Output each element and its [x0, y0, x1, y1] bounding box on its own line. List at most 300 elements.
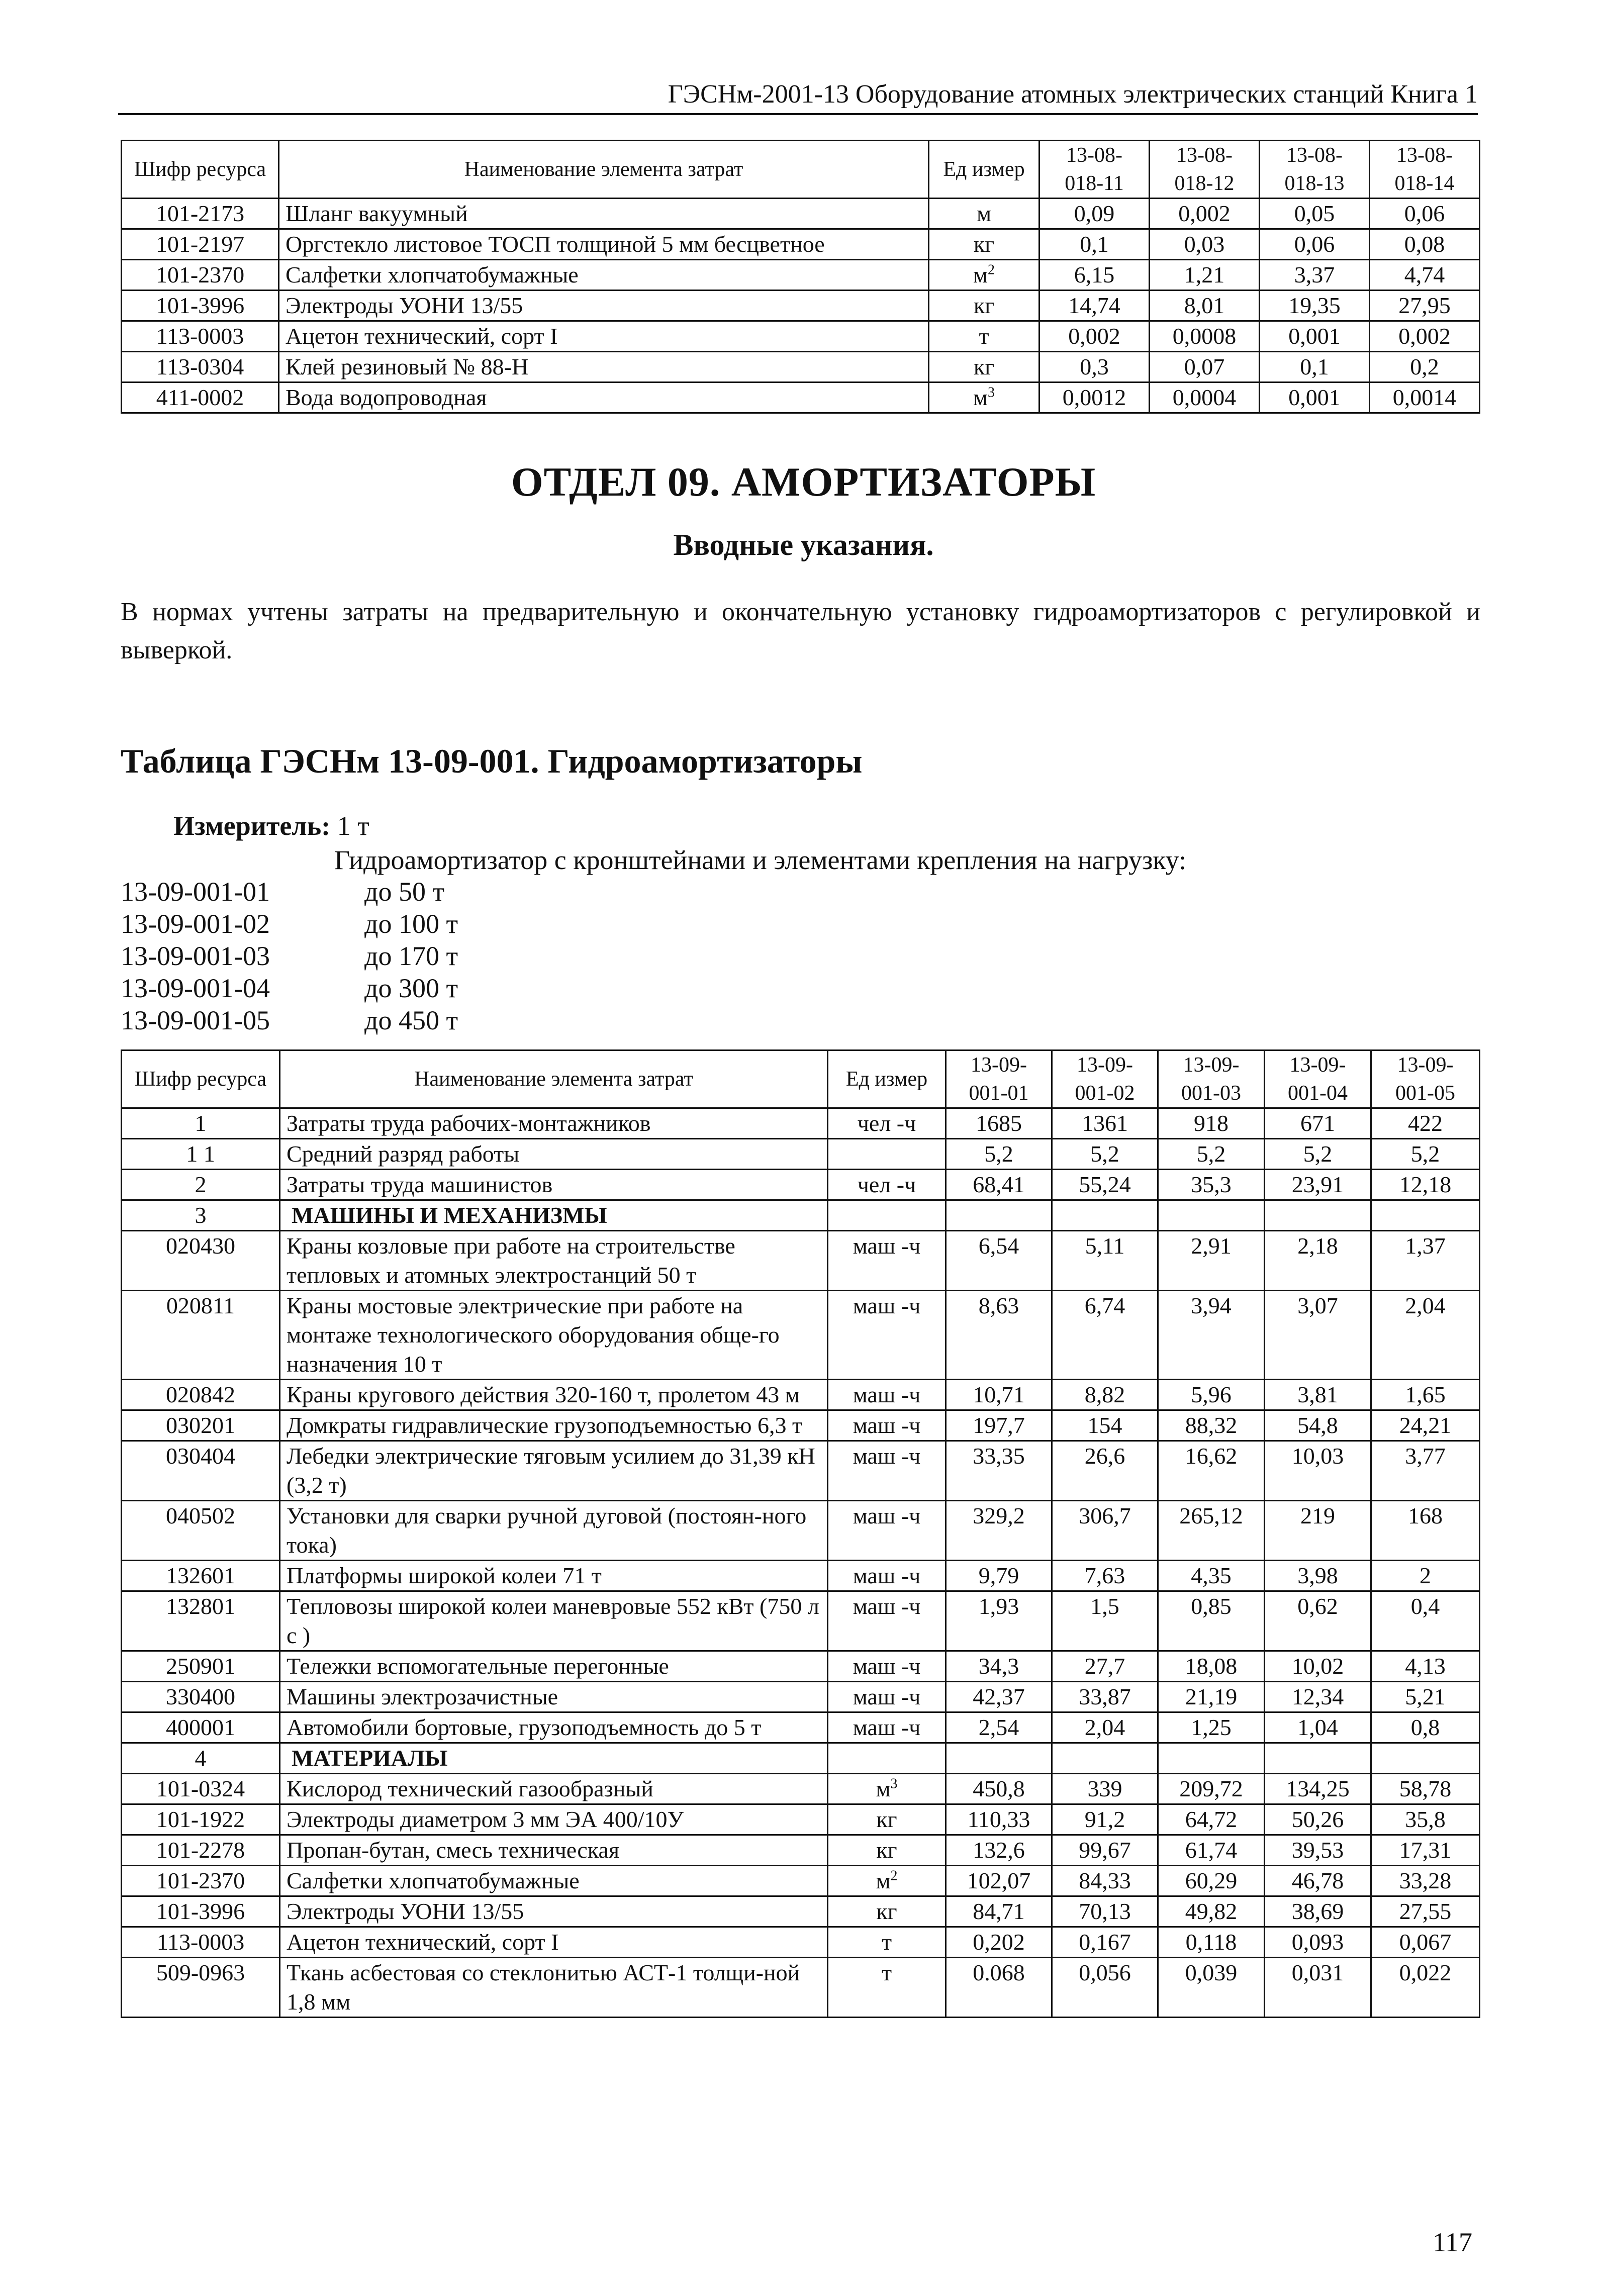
unit-of-measure	[828, 1774, 946, 1804]
norm-value: 10,71	[946, 1380, 1052, 1410]
norm-value: 54,8	[1265, 1410, 1371, 1441]
norm-value: 0,1	[1260, 352, 1370, 382]
norm-value: 8,82	[1052, 1380, 1158, 1410]
cost-element-name: Ацетон технический, сорт I	[279, 321, 929, 352]
resource-code: 113-0003	[122, 1927, 280, 1958]
norm-code: 13-09-001-05	[121, 1005, 270, 1035]
unit-text: маш -ч	[853, 1684, 921, 1709]
cost-element-name: Краны козловые при работе на строительстве тепловых и атомных электростанций 50 т	[280, 1231, 828, 1291]
norm-value: 6,15	[1039, 260, 1150, 291]
norm-value: 64,72	[1158, 1804, 1265, 1835]
resource-table-13-09-001	[121, 1049, 1480, 2018]
intro-paragraph: В нормах учтены затраты на предварительную и окончательную установку гидроамортизаторов с регулировкой и выверкой.	[121, 598, 1480, 664]
resource-code: 101-2173	[122, 199, 279, 229]
column-header: 13-08- 018-11	[1039, 141, 1150, 199]
unit-of-measure	[828, 1410, 946, 1441]
norm-value: 2,04	[1371, 1291, 1480, 1380]
unit-text: маш -ч	[853, 1653, 921, 1679]
unit-of-measure	[828, 1291, 946, 1380]
norm-value: 0,022	[1371, 1958, 1480, 2018]
norm-value: 5,2	[1265, 1139, 1371, 1170]
norm-value: 0,002	[1370, 321, 1480, 352]
norm-value: 0,4	[1371, 1591, 1480, 1651]
norm-value: 4,74	[1370, 260, 1480, 291]
norm-value: 18,08	[1158, 1651, 1265, 1682]
norm-value: 0,09	[1039, 199, 1150, 229]
norm-value: 35,3	[1158, 1170, 1265, 1200]
norm-value: 34,3	[946, 1651, 1052, 1682]
norm-value	[1158, 1200, 1265, 1231]
table-row	[122, 1651, 1480, 1682]
column-header: 13-09- 001-05	[1371, 1050, 1480, 1108]
norm-value: 0,002	[1150, 199, 1260, 229]
unit-text: м	[973, 385, 988, 410]
norm-value	[1371, 1200, 1480, 1231]
resource-code: 509-0963	[122, 1958, 280, 2018]
norm-value: 61,74	[1158, 1835, 1265, 1866]
norm-value: 134,25	[1265, 1774, 1371, 1804]
norm-value: 0,06	[1370, 199, 1480, 229]
unit-text: маш -ч	[853, 1233, 921, 1259]
unit-of-measure	[828, 1835, 946, 1866]
unit-text: кг	[973, 354, 995, 379]
norm-value: 671	[1265, 1108, 1371, 1139]
unit-of-measure	[828, 1501, 946, 1561]
norm-value: 42,37	[946, 1682, 1052, 1712]
cost-element-name: Автомобили бортовые, грузоподъемность до 5 т	[280, 1712, 828, 1743]
unit-of-measure	[929, 199, 1039, 229]
table-row	[122, 291, 1480, 321]
norm-value: 6,54	[946, 1231, 1052, 1291]
column-header: 13-09- 001-03	[1158, 1050, 1265, 1108]
column-header: 13-08- 018-14	[1370, 141, 1480, 199]
norm-value: 422	[1371, 1108, 1480, 1139]
norm-value: 306,7	[1052, 1501, 1158, 1561]
column-header: Наименование элемента затрат	[280, 1050, 828, 1108]
unit-exponent: 3	[988, 385, 995, 401]
norm-value: 50,26	[1265, 1804, 1371, 1835]
norm-value: 0.068	[946, 1958, 1052, 2018]
table-row	[122, 1108, 1480, 1139]
norm-value: 1,5	[1052, 1591, 1158, 1651]
norm-value: 3,98	[1265, 1561, 1371, 1591]
unit-of-measure	[929, 321, 1039, 352]
norm-value: 2,18	[1265, 1231, 1371, 1291]
norm-load: до 50 т	[364, 877, 445, 907]
column-header: Наименование элемента затрат	[279, 141, 929, 199]
unit-text: маш -ч	[853, 1293, 921, 1318]
table-row	[122, 1380, 1480, 1410]
norm-value: 2,91	[1158, 1231, 1265, 1291]
table-row	[122, 1231, 1480, 1291]
unit-exponent: 3	[890, 1776, 898, 1792]
column-header: 13-08- 018-13	[1260, 141, 1370, 199]
norm-code-item	[121, 1004, 458, 1036]
norm-value: 3,37	[1260, 260, 1370, 291]
table-row	[122, 321, 1480, 352]
unit-text: м	[976, 201, 992, 226]
cost-element-name: Краны мостовые электрические при работе на монтаже технологического оборудования обще-го назначения 10 т	[280, 1291, 828, 1380]
table-row	[122, 1712, 1480, 1743]
table-row	[122, 199, 1480, 229]
norm-value: 27,95	[1370, 291, 1480, 321]
norm-value: 450,8	[946, 1774, 1052, 1804]
unit-text: чел -ч	[857, 1172, 916, 1197]
norm-value: 0,8	[1371, 1712, 1480, 1743]
cost-element-name: Средний разряд работы	[280, 1139, 828, 1170]
cost-element-name: МАШИНЫ И МЕХАНИЗМЫ	[280, 1200, 828, 1231]
norm-value: 0,167	[1052, 1927, 1158, 1958]
unit-of-measure	[828, 1441, 946, 1501]
norm-value: 1,65	[1371, 1380, 1480, 1410]
resource-code: 030404	[122, 1441, 280, 1501]
norm-value: 1,93	[946, 1591, 1052, 1651]
unit-of-measure	[828, 1804, 946, 1835]
table-row	[122, 1896, 1480, 1927]
norm-value: 102,07	[946, 1866, 1052, 1896]
cost-element-name: Затраты труда рабочих-монтажников	[280, 1108, 828, 1139]
norm-code: 13-09-001-03	[121, 941, 270, 971]
cost-element-name: Машины электрозачистные	[280, 1682, 828, 1712]
unit-text: т	[881, 1960, 892, 1985]
measure-value: 1 т	[337, 811, 369, 841]
norm-value: 0,093	[1265, 1927, 1371, 1958]
norm-value: 0,056	[1052, 1958, 1158, 2018]
resource-code: 4	[122, 1743, 280, 1774]
norm-value: 4,13	[1371, 1651, 1480, 1682]
unit-of-measure	[828, 1561, 946, 1591]
resource-code: 101-2278	[122, 1835, 280, 1866]
norm-value: 5,2	[1052, 1139, 1158, 1170]
resource-code: 132601	[122, 1561, 280, 1591]
norm-value: 265,12	[1158, 1501, 1265, 1561]
norm-value: 219	[1265, 1501, 1371, 1561]
table-row	[122, 1410, 1480, 1441]
resource-code: 101-1922	[122, 1804, 280, 1835]
resource-code: 020842	[122, 1380, 280, 1410]
norm-value: 197,7	[946, 1410, 1052, 1441]
norm-value: 17,31	[1371, 1835, 1480, 1866]
norm-value: 1685	[946, 1108, 1052, 1139]
unit-text: маш -ч	[853, 1593, 921, 1619]
norm-value: 2,54	[946, 1712, 1052, 1743]
section-title: ОТДЕЛ 09. АМОРТИЗАТОРЫ	[511, 459, 1096, 505]
norm-value: 3,81	[1265, 1380, 1371, 1410]
norm-value: 132,6	[946, 1835, 1052, 1866]
resource-code: 3	[122, 1200, 280, 1231]
unit-of-measure	[828, 1896, 946, 1927]
norm-code-item	[121, 940, 458, 972]
column-header: 13-09- 001-01	[946, 1050, 1052, 1108]
cost-element-name: МАТЕРИАЛЫ	[280, 1743, 828, 1774]
norm-value: 26,6	[1052, 1441, 1158, 1501]
resource-code: 020811	[122, 1291, 280, 1380]
resource-code: 101-0324	[122, 1774, 280, 1804]
norm-value: 23,91	[1265, 1170, 1371, 1200]
cost-element-name: Установки для сварки ручной дуговой (постоян-ного тока)	[280, 1501, 828, 1561]
cost-element-name: Вода водопроводная	[279, 382, 929, 413]
norm-value: 3,94	[1158, 1291, 1265, 1380]
cost-element-name: Тепловозы широкой колеи маневровые 552 кВт (750 л с )	[280, 1591, 828, 1651]
norm-value: 918	[1158, 1108, 1265, 1139]
measure	[173, 810, 369, 841]
table-header-row	[122, 141, 1480, 199]
norm-code-list	[121, 876, 458, 1036]
norm-value: 1,37	[1371, 1231, 1480, 1291]
table-row	[122, 1170, 1480, 1200]
norm-value: 0,001	[1260, 321, 1370, 352]
unit-of-measure	[828, 1958, 946, 2018]
cost-element-name: Кислород технический газообразный	[280, 1774, 828, 1804]
norm-value: 39,53	[1265, 1835, 1371, 1866]
norm-value: 27,55	[1371, 1896, 1480, 1927]
resource-code: 400001	[122, 1712, 280, 1743]
resource-code: 040502	[122, 1501, 280, 1561]
table-row	[122, 352, 1480, 382]
unit-of-measure	[828, 1927, 946, 1958]
column-header: Шифр ресурса	[122, 1050, 280, 1108]
measure-label: Измеритель:	[173, 811, 331, 841]
unit-of-measure	[929, 260, 1039, 291]
norm-value: 0,001	[1260, 382, 1370, 413]
norm-value: 84,33	[1052, 1866, 1158, 1896]
norm-value: 33,35	[946, 1441, 1052, 1501]
resource-code: 030201	[122, 1410, 280, 1441]
unit-text: кг	[973, 231, 995, 257]
norm-value: 0,62	[1265, 1591, 1371, 1651]
table-row	[122, 1774, 1480, 1804]
norm-value: 12,18	[1371, 1170, 1480, 1200]
cost-element-name: Затраты труда машинистов	[280, 1170, 828, 1200]
norm-value: 329,2	[946, 1501, 1052, 1561]
unit-of-measure	[828, 1108, 946, 1139]
norm-value: 1,21	[1150, 260, 1260, 291]
norm-value: 10,02	[1265, 1651, 1371, 1682]
norm-value: 1361	[1052, 1108, 1158, 1139]
unit-of-measure	[828, 1170, 946, 1200]
norm-value: 0,08	[1370, 229, 1480, 260]
norm-load: до 170 т	[364, 941, 458, 971]
unit-text: маш -ч	[853, 1382, 921, 1407]
norm-value: 3,77	[1371, 1441, 1480, 1501]
unit-text: т	[979, 323, 989, 349]
resource-code: 101-2370	[122, 1866, 280, 1896]
norm-value: 7,63	[1052, 1561, 1158, 1591]
page-number: 117	[1433, 2227, 1472, 2257]
table-row	[122, 1835, 1480, 1866]
norm-code-item	[121, 876, 458, 908]
resource-code: 330400	[122, 1682, 280, 1712]
table-row	[122, 1441, 1480, 1501]
norm-value: 70,13	[1052, 1896, 1158, 1927]
norm-value: 0,067	[1371, 1927, 1480, 1958]
cost-element-name: Лебедки электрические тяговым усилием до 31,39 кН (3,2 т)	[280, 1441, 828, 1501]
unit-exponent: 2	[988, 262, 995, 278]
unit-of-measure	[828, 1380, 946, 1410]
norm-value: 209,72	[1158, 1774, 1265, 1804]
column-header: 13-09- 001-04	[1265, 1050, 1371, 1108]
norm-value: 0,2	[1370, 352, 1480, 382]
resource-code: 1	[122, 1108, 280, 1139]
unit-of-measure	[828, 1651, 946, 1682]
unit-of-measure	[828, 1231, 946, 1291]
norm-value: 1,25	[1158, 1712, 1265, 1743]
cost-element-name: Салфетки хлопчатобумажные	[280, 1866, 828, 1896]
norm-value: 19,35	[1260, 291, 1370, 321]
resource-code: 113-0304	[122, 352, 279, 382]
cost-element-name: Тележки вспомогательные перегонные	[280, 1651, 828, 1682]
unit-of-measure	[828, 1866, 946, 1896]
cost-element-name: Электроды диаметром 3 мм ЭА 400/10У	[280, 1804, 828, 1835]
norm-value: 16,62	[1158, 1441, 1265, 1501]
table-row	[122, 1927, 1480, 1958]
norm-value: 3,07	[1265, 1291, 1371, 1380]
norm-value: 21,19	[1158, 1682, 1265, 1712]
column-header: 13-09- 001-02	[1052, 1050, 1158, 1108]
resource-code: 1 1	[122, 1139, 280, 1170]
resource-table-13-08-018	[121, 140, 1480, 414]
cost-element-name: Шланг вакуумный	[279, 199, 929, 229]
norm-value: 8,63	[946, 1291, 1052, 1380]
norm-value: 10,03	[1265, 1441, 1371, 1501]
norm-value: 0,07	[1150, 352, 1260, 382]
resource-code: 250901	[122, 1651, 280, 1682]
table-row	[122, 1291, 1480, 1380]
norm-value: 5,2	[1158, 1139, 1265, 1170]
norm-value: 12,34	[1265, 1682, 1371, 1712]
column-header: 13-08- 018-12	[1150, 141, 1260, 199]
column-header: Ед измер	[929, 141, 1039, 199]
norm-value: 6,74	[1052, 1291, 1158, 1380]
norm-value: 33,28	[1371, 1866, 1480, 1896]
resource-code: 2	[122, 1170, 280, 1200]
unit-of-measure	[929, 291, 1039, 321]
unit-of-measure	[828, 1712, 946, 1743]
norm-value: 1,04	[1265, 1712, 1371, 1743]
norm-load: до 300 т	[364, 973, 458, 1003]
resource-code: 101-3996	[122, 291, 279, 321]
norm-value: 0,039	[1158, 1958, 1265, 2018]
table-row	[122, 382, 1480, 413]
norm-value: 88,32	[1158, 1410, 1265, 1441]
page-header: ГЭСНм-2001-13 Оборудование атомных электрических станций Книга 1	[118, 79, 1478, 115]
norm-value: 0,0008	[1150, 321, 1260, 352]
resource-code: 101-2197	[122, 229, 279, 260]
norm-value: 9,79	[946, 1561, 1052, 1591]
norm-value: 49,82	[1158, 1896, 1265, 1927]
unit-text: маш -ч	[853, 1503, 921, 1528]
cost-element-name: Салфетки хлопчатобумажные	[279, 260, 929, 291]
norm-description: Гидроамортизатор с кронштейнами и элементами крепления на нагрузку:	[334, 845, 1187, 875]
cost-element-name: Клей резиновый № 88-Н	[279, 352, 929, 382]
norm-value: 35,8	[1371, 1804, 1480, 1835]
resource-code: 101-3996	[122, 1896, 280, 1927]
norm-value: 154	[1052, 1410, 1158, 1441]
norm-value: 0,0014	[1370, 382, 1480, 413]
norm-value: 4,35	[1158, 1561, 1265, 1591]
unit-text: кг	[876, 1898, 897, 1924]
table-row	[122, 260, 1480, 291]
unit-text: маш -ч	[853, 1443, 921, 1469]
norm-value: 24,21	[1371, 1410, 1480, 1441]
unit-text: м	[876, 1868, 891, 1893]
norm-value: 55,24	[1052, 1170, 1158, 1200]
unit-of-measure	[828, 1139, 946, 1170]
norm-value: 14,74	[1039, 291, 1150, 321]
resource-code: 411-0002	[122, 382, 279, 413]
norm-code: 13-09-001-02	[121, 909, 270, 939]
table-row	[122, 1139, 1480, 1170]
unit-of-measure	[828, 1200, 946, 1231]
norm-value: 0,031	[1265, 1958, 1371, 2018]
norm-value: 5,21	[1371, 1682, 1480, 1712]
norm-value: 2	[1371, 1561, 1480, 1591]
norm-value: 27,7	[1052, 1651, 1158, 1682]
resource-code: 113-0003	[122, 321, 279, 352]
norm-load: до 450 т	[364, 1005, 458, 1035]
unit-of-measure	[828, 1682, 946, 1712]
unit-text: т	[881, 1929, 892, 1955]
resource-code: 101-2370	[122, 260, 279, 291]
resource-code: 132801	[122, 1591, 280, 1651]
norm-code: 13-09-001-01	[121, 877, 270, 907]
unit-text: чел -ч	[857, 1110, 916, 1136]
column-header: Ед измер	[828, 1050, 946, 1108]
norm-value: 5,11	[1052, 1231, 1158, 1291]
norm-load: до 100 т	[364, 909, 458, 939]
table-row	[122, 1866, 1480, 1896]
unit-text: кг	[876, 1837, 897, 1863]
cost-element-name: Ткань асбестовая со стеклонитью АСТ-1 толщи-ной 1,8 мм	[280, 1958, 828, 2018]
norm-value	[1052, 1743, 1158, 1774]
unit-of-measure	[828, 1591, 946, 1651]
norm-value: 0,118	[1158, 1927, 1265, 1958]
norm-value: 0,85	[1158, 1591, 1265, 1651]
unit-text: кг	[876, 1806, 897, 1832]
norm-value: 58,78	[1371, 1774, 1480, 1804]
norm-value	[1265, 1743, 1371, 1774]
table-header-row	[122, 1050, 1480, 1108]
norm-value: 99,67	[1052, 1835, 1158, 1866]
table-row	[122, 1958, 1480, 2018]
norm-value: 84,71	[946, 1896, 1052, 1927]
norm-value: 339	[1052, 1774, 1158, 1804]
norm-value: 0,202	[946, 1927, 1052, 1958]
unit-exponent: 2	[890, 1868, 898, 1884]
unit-of-measure	[828, 1743, 946, 1774]
norm-value: 0,06	[1260, 229, 1370, 260]
unit-text: маш -ч	[853, 1412, 921, 1438]
table-row	[122, 229, 1480, 260]
norm-value: 0,0012	[1039, 382, 1150, 413]
norm-value: 33,87	[1052, 1682, 1158, 1712]
norm-value: 38,69	[1265, 1896, 1371, 1927]
section-subtitle: Вводные указания.	[673, 528, 934, 561]
cost-element-name: Краны кругового действия 320-160 т, пролетом 43 м	[280, 1380, 828, 1410]
norm-code: 13-09-001-04	[121, 973, 270, 1003]
norm-value: 2,04	[1052, 1712, 1158, 1743]
norm-value: 91,2	[1052, 1804, 1158, 1835]
unit-text: маш -ч	[853, 1714, 921, 1740]
table-row	[122, 1591, 1480, 1651]
table-title: Таблица ГЭСНм 13-09-001. Гидроамортизаторы	[121, 742, 863, 780]
unit-text: м	[876, 1776, 891, 1801]
norm-value: 0,0004	[1150, 382, 1260, 413]
norm-value: 0,002	[1039, 321, 1150, 352]
unit-of-measure	[929, 352, 1039, 382]
norm-value	[1052, 1200, 1158, 1231]
norm-code-item	[121, 972, 458, 1004]
